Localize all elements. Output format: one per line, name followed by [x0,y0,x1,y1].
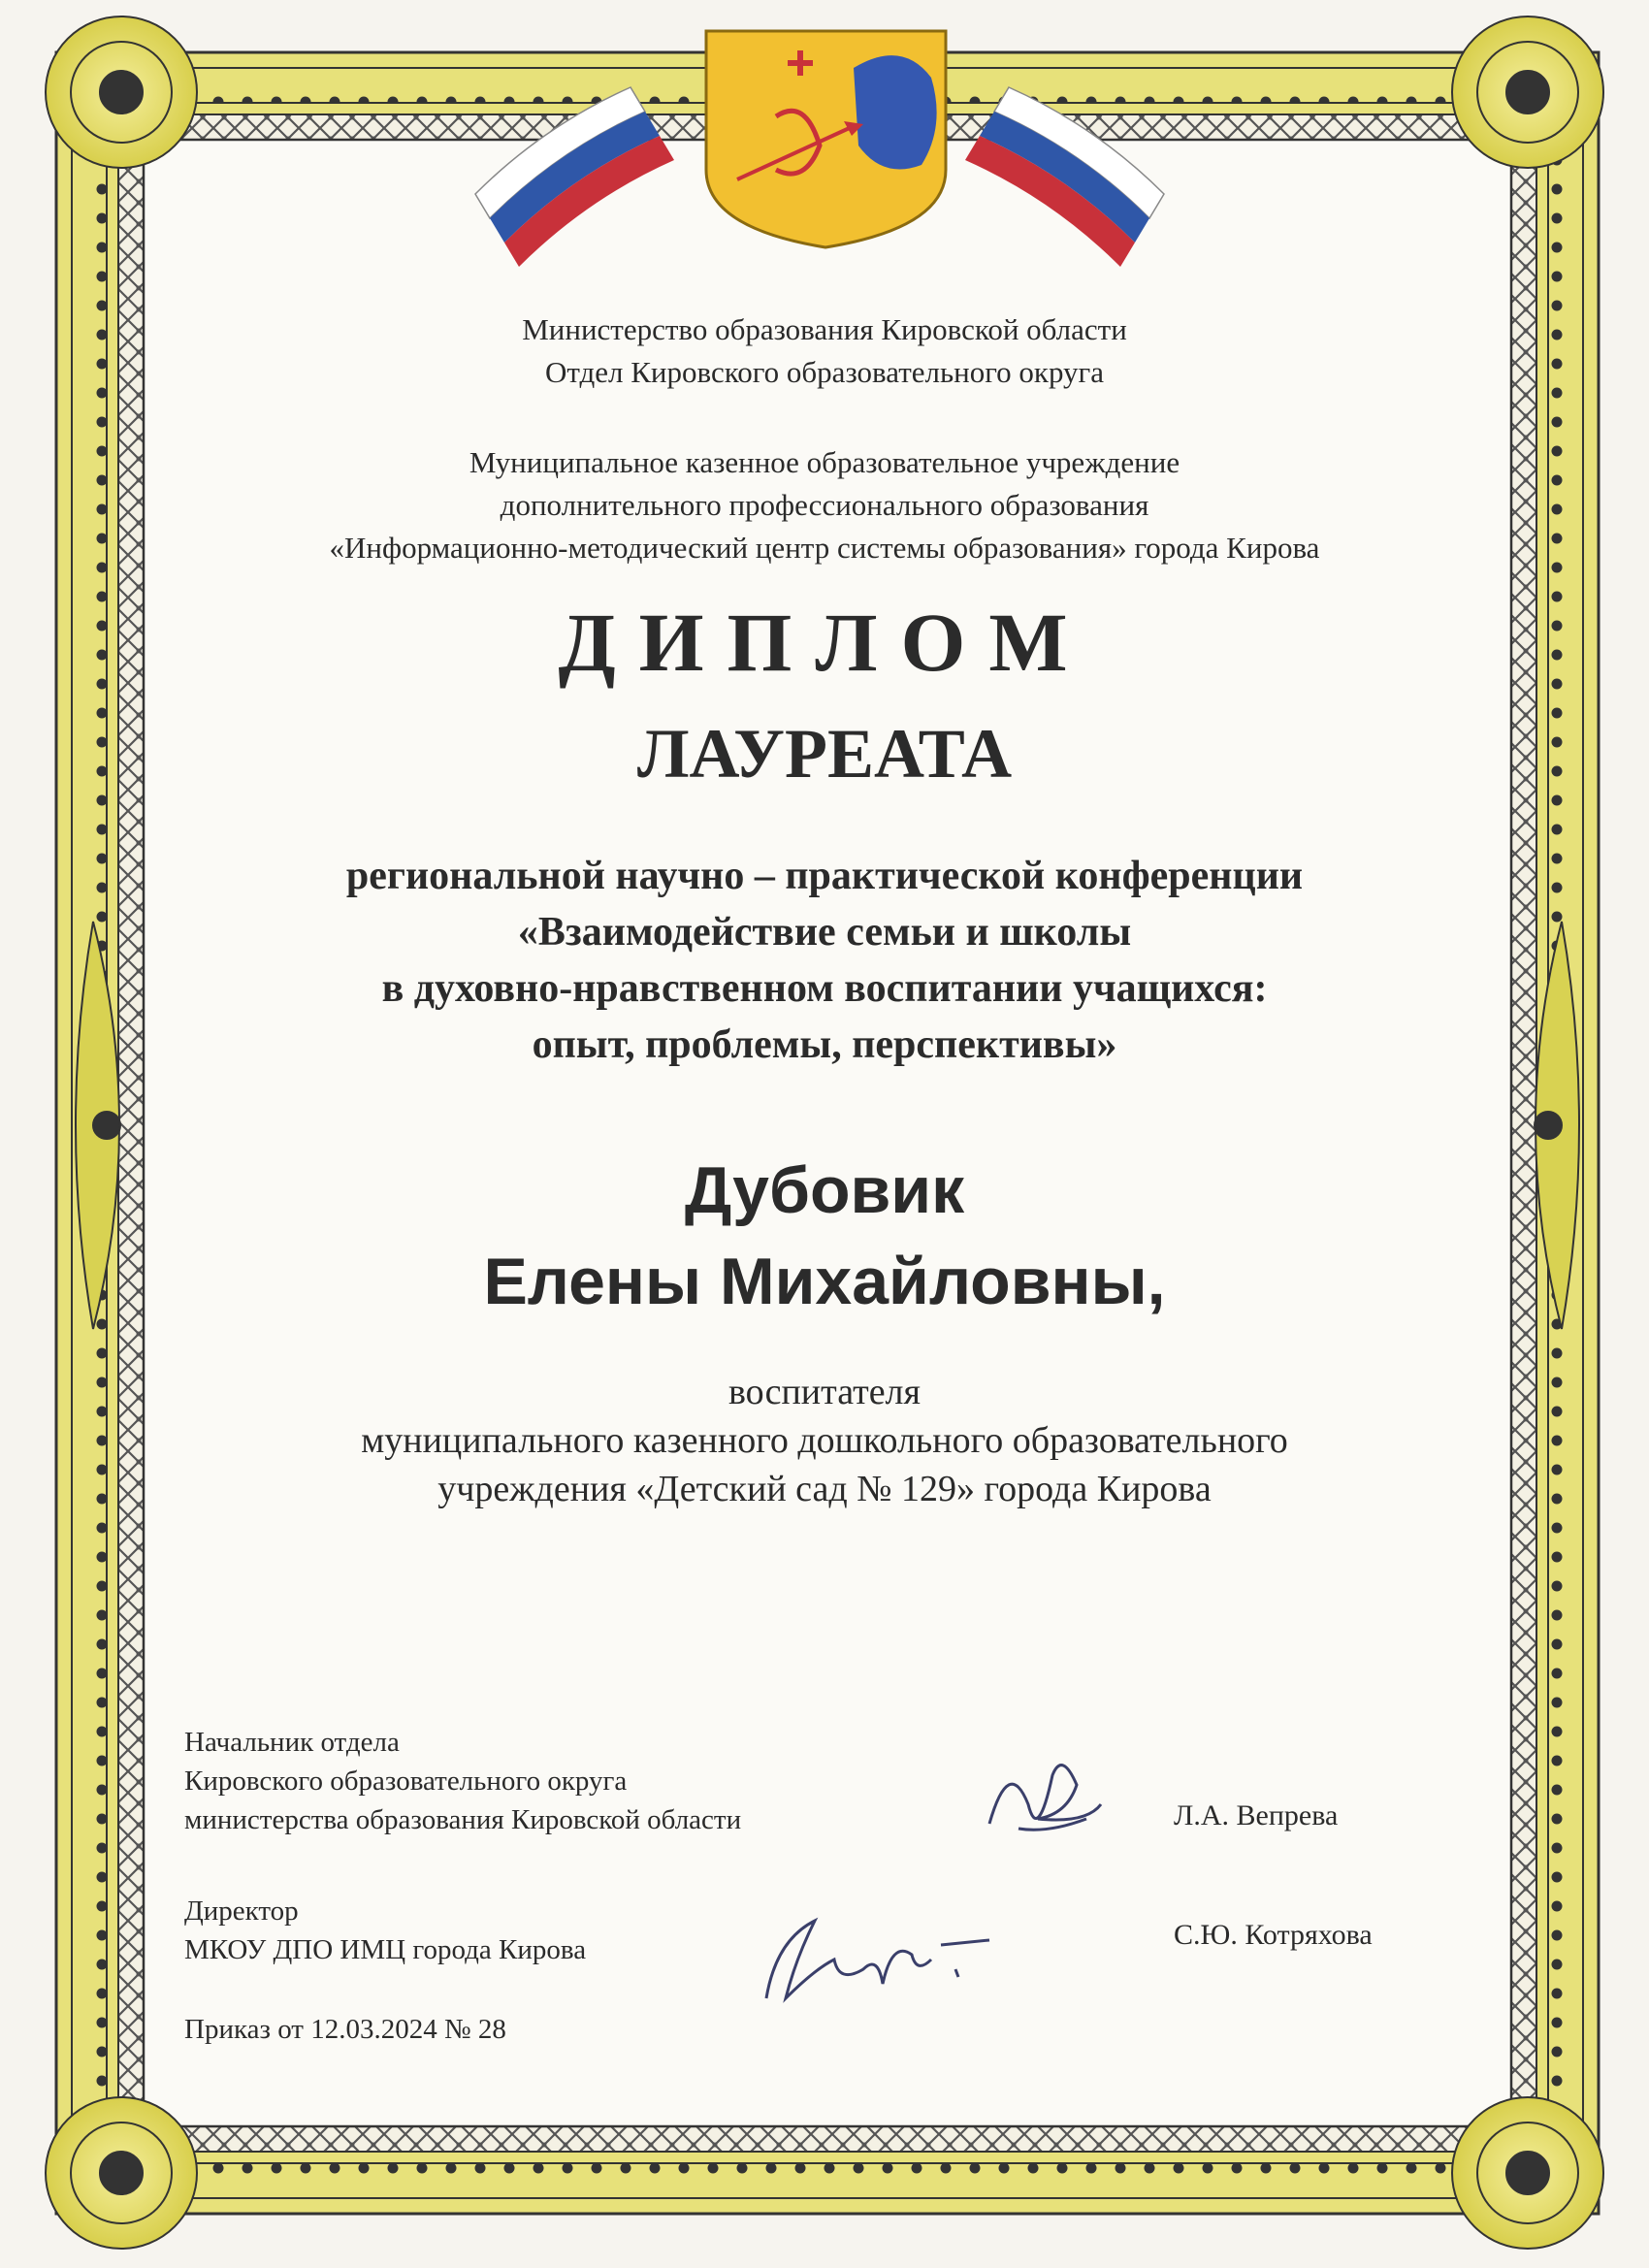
conference-description [165,848,1484,1073]
institution-header [165,441,1484,569]
conference-line: региональной научно – практической конференции [345,854,1304,898]
signatory1-title-line: Начальник отдела [184,1727,400,1758]
signature-2 [747,1901,999,2018]
signatory2-name: С.Ю. Котряхова [1174,1919,1373,1951]
signatory2-title [184,1892,586,1969]
diploma-title: ДИПЛОМ [558,596,1091,689]
diploma-subtitle: ЛАУРЕАТА [636,715,1013,793]
recipient-name [165,1145,1484,1327]
department-line: Отдел Кировского образовательного округа [544,355,1105,389]
ministry-line: Министерство образования Кировской области [522,312,1127,346]
ministry-header [165,308,1484,394]
signatory1-title-line: Кировского образовательного округа [184,1766,628,1797]
recipient-surname: Дубовик [684,1153,965,1227]
recipient-position [165,1368,1484,1513]
signatory2-title-line: МКОУ ДПО ИМЦ города Кирова [184,1934,587,1965]
institution-line: Муниципальное казенное образовательное учреждение [469,445,1180,479]
conference-line: в духовно-нравственном воспитании учащихся: [381,966,1268,1011]
recipient-given-names: Елены Михайловны, [483,1245,1166,1318]
institution-line: «Информационно-методический центр системы образования» города Кирова [329,531,1320,565]
position-line: муниципального казенного дошкольного образовательного [361,1420,1288,1461]
signature-1 [970,1746,1116,1853]
signatory1-title-line: министерства образования Кировской области [184,1804,742,1835]
signatory2-title-line: Директор [184,1895,299,1927]
signatory1-title [184,1723,741,1839]
institution-line: дополнительного профессионального образования [500,488,1149,522]
conference-line: опыт, проблемы, перспективы» [532,1022,1117,1067]
order-reference: Приказ от 12.03.2024 № 28 [184,2014,506,2045]
signatory1-name: Л.А. Вепрева [1174,1799,1339,1831]
position-line: воспитателя [728,1372,922,1412]
conference-line: «Взаимодействие семьи и школы [517,910,1132,955]
position-line: учреждения «Детский сад № 129» города Кирова [437,1469,1212,1509]
